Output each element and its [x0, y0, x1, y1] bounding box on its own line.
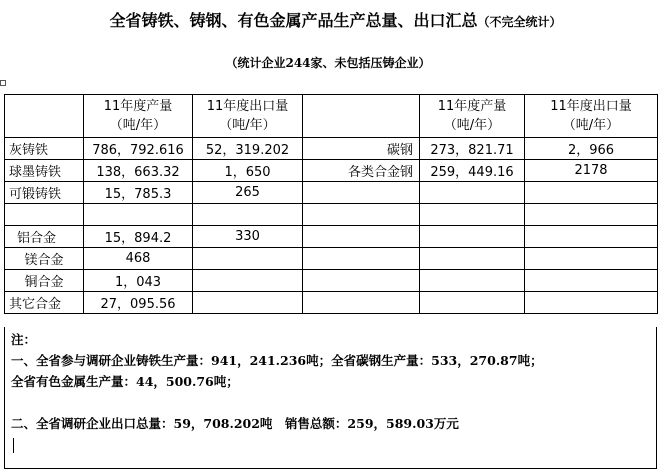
cell-left-export[interactable]: 1，650: [193, 160, 303, 182]
header-export-left-text: 11年度出口量 （吨/年）: [206, 99, 289, 133]
production-table: [4, 94, 658, 314]
cell-left-label[interactable]: 灰铸铁: [5, 138, 84, 160]
cell-left-label[interactable]: 铝合金: [5, 226, 84, 248]
title-suffix: （不完全统计）: [477, 15, 562, 29]
table-row: [5, 138, 658, 160]
header-export-right-text: 11年度出口量 （吨/年）: [550, 99, 632, 133]
cell-left-label[interactable]: 球墨铸铁: [5, 160, 84, 182]
text-cursor: [13, 438, 14, 453]
notes-heading: 注：: [11, 332, 37, 347]
notes-section[interactable]: [4, 327, 657, 469]
notes-line-2: 全省有色金属生产量：44，500.76吨；: [11, 374, 239, 389]
cell-left-label[interactable]: 其它合金: [5, 292, 84, 314]
cell-right-export[interactable]: 2，966: [525, 138, 658, 160]
cell-right-label[interactable]: [303, 292, 420, 314]
cell-right-production[interactable]: 259，449.16: [420, 160, 525, 182]
cell-right-export[interactable]: [525, 248, 658, 270]
cell-left-export[interactable]: 52，319.202: [193, 138, 303, 160]
table-row: [5, 292, 658, 314]
cell-right-label[interactable]: [303, 226, 420, 248]
cell-left-production[interactable]: 1，043: [84, 270, 193, 292]
cell-right-production[interactable]: 273，821.71: [420, 138, 525, 160]
cell-left-production[interactable]: 15，785.3: [84, 182, 193, 204]
cell-left-export[interactable]: [193, 270, 303, 292]
header-production-left-text: 11年度产量 （吨/年）: [103, 99, 173, 133]
cell-left-label[interactable]: 铜合金: [5, 270, 84, 292]
cell-right-export[interactable]: [525, 204, 658, 226]
cell-right-label[interactable]: 碳钢: [303, 138, 420, 160]
cell-right-export[interactable]: [525, 270, 658, 292]
cell-left-production[interactable]: 27，095.56: [84, 292, 193, 314]
cell-right-production[interactable]: [420, 182, 525, 204]
cell-right-production[interactable]: [420, 248, 525, 270]
header-blank-right[interactable]: [303, 95, 420, 138]
cell-left-production[interactable]: [84, 204, 193, 226]
notes-cursor-line: [11, 434, 650, 455]
notes-blank-line: [11, 392, 650, 413]
cell-right-label[interactable]: [303, 248, 420, 270]
cell-right-production[interactable]: [420, 226, 525, 248]
cell-left-production[interactable]: 786，792.616: [84, 138, 193, 160]
cell-right-export[interactable]: [525, 226, 658, 248]
cell-right-export[interactable]: 2178: [525, 160, 658, 182]
document-title: [0, 8, 671, 31]
notes-line-1: 一、全省参与调研企业铸铁生产量：941，241.236吨；全省碳钢生产量：533，270.87吨；: [11, 353, 543, 368]
table-row: [5, 248, 658, 270]
cell-right-production[interactable]: [420, 292, 525, 314]
cell-right-label[interactable]: [303, 270, 420, 292]
cell-left-label[interactable]: 可锻铸铁: [5, 182, 84, 204]
cell-left-export[interactable]: [193, 292, 303, 314]
table-row: [5, 270, 658, 292]
header-production-left[interactable]: [84, 95, 193, 138]
cell-left-production[interactable]: 138，663.32: [84, 160, 193, 182]
header-export-right[interactable]: [525, 95, 658, 138]
table-row: [5, 226, 658, 248]
cell-right-export[interactable]: [525, 182, 658, 204]
cell-left-export[interactable]: [193, 248, 303, 270]
table-row: [5, 182, 658, 204]
document-subtitle: （统计企业244家、未包括压铸企业）: [225, 56, 431, 70]
cell-right-production[interactable]: [420, 270, 525, 292]
cell-left-production[interactable]: 468: [84, 248, 193, 270]
cell-left-export[interactable]: 330: [193, 226, 303, 248]
cell-left-label[interactable]: [5, 204, 84, 226]
cell-right-label[interactable]: [303, 182, 420, 204]
cell-left-export[interactable]: 265: [193, 182, 303, 204]
header-export-left[interactable]: [193, 95, 303, 138]
cell-right-export[interactable]: [525, 292, 658, 314]
header-row: [5, 95, 658, 138]
title-main: 全省铸铁、铸钢、有色金属产品生产总量、出口汇总: [109, 11, 478, 30]
table-row: [5, 204, 658, 226]
cell-left-production[interactable]: 15，894.2: [84, 226, 193, 248]
cell-right-production[interactable]: [420, 204, 525, 226]
cell-left-export[interactable]: [193, 204, 303, 226]
header-blank-left[interactable]: [5, 95, 84, 138]
table-anchor-handle[interactable]: [0, 80, 6, 86]
cell-right-label[interactable]: 各类合金钢: [303, 160, 420, 182]
cell-left-label[interactable]: 镁合金: [5, 248, 84, 270]
header-production-right-text: 11年度产量 （吨/年）: [437, 99, 507, 133]
notes-line-3: 二、全省调研企业出口总量：59，708.202吨 销售总额：259，589.03万元: [11, 416, 459, 431]
header-production-right[interactable]: [420, 95, 525, 138]
table-row: [5, 160, 658, 182]
cell-right-label[interactable]: [303, 204, 420, 226]
